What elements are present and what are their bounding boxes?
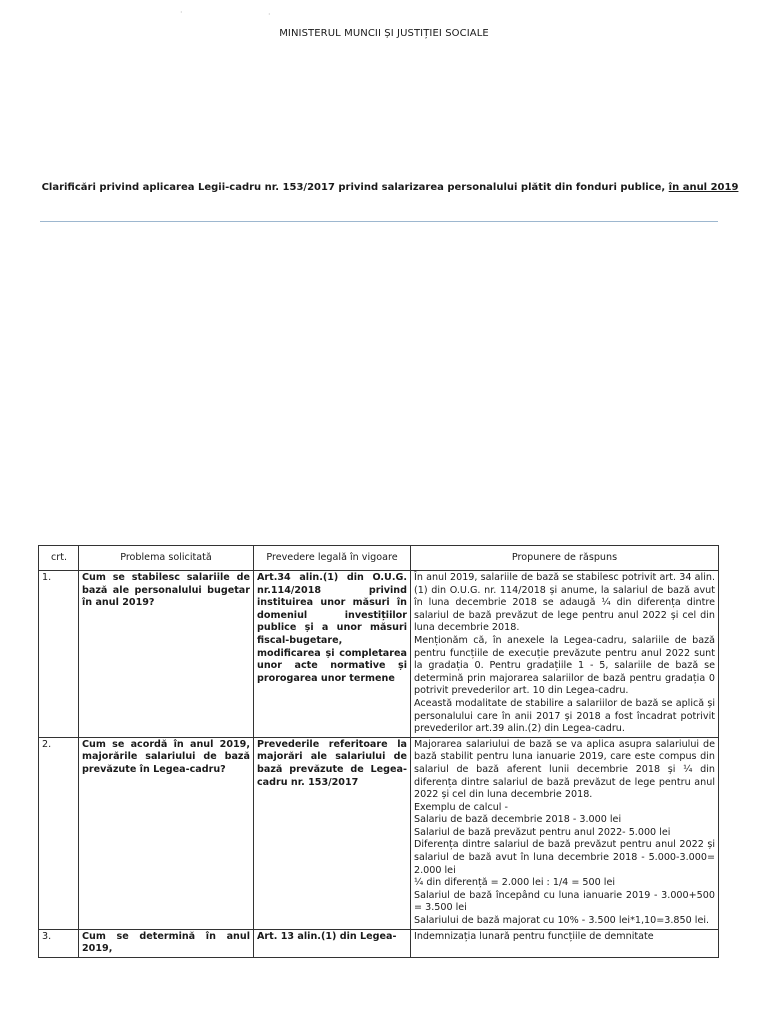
answer-paragraph: Menționăm că, în anexele la Legea-cadru, salariile de bază pentru funcțiile de execuție prevăzute pentru anul 2022 sunt la gradația 0. Pentru gradațiile 1 - 5, salariile de bază se determină prin majorarea salariilor de bază pentru gradația 0 potrivit prevederilor art. 10 din Legea-cadru. (414, 634, 715, 697)
row-number: 1. (39, 571, 79, 738)
header-answer: Propunere de răspuns (411, 546, 719, 571)
answer-line: Exemplu de calcul - (414, 801, 508, 813)
table-row (39, 737, 719, 929)
row-question: Cum se determină în anul 2019, (79, 929, 254, 957)
row-number: 3. (39, 929, 79, 957)
ministry-header: MINISTERUL MUNCII ȘI JUSTIȚIEI SOCIALE (279, 28, 489, 39)
answer-paragraph: Majorarea salariului de bază se va aplica asupra salariului de bază stabilit pentru luna ianuarie 2019, care este compus din salariul de bază aferent lunii decembrie 2018 și ¼ din diferența dintre salariul de bază prevăzut de lege pentru anul 2022 și cel din luna decembrie 2018. (414, 738, 715, 801)
row-question: Cum se acordă în anul 2019, majorările salariului de bază prevăzute în Legea-cadru? (79, 737, 254, 929)
answer-line: Salariul de bază prevăzut pentru anul 2022- 5.000 lei (414, 826, 671, 838)
clarifications-table (38, 545, 719, 958)
row-law: Prevederile referitoare la majorări ale salariului de bază prevăzute de Legea-cadru nr. 153/2017 (254, 737, 411, 929)
answer-paragraph: Această modalitate de stabilire a salariilor de bază se aplică și personalului care în anii 2017 și 2018 a fost încadrat potrivit prevederilor art.39 alin.(2) din Legea-cadru. (414, 697, 715, 735)
row-question: Cum se stabilesc salariile de bază ale personalului bugetar în anul 2019? (79, 571, 254, 738)
answer-line: Diferența dintre salariul de bază prevăzut pentru anul 2022 și salariul de bază avut în luna decembrie 2018 - 5.000-3.000= 2.000 lei (414, 839, 715, 876)
title-main: Clarificări privind aplicarea Legii-cadru nr. 153/2017 privind salarizarea personalului plătit din fonduri publice, (41, 182, 669, 193)
title-year: în anul 2019 (668, 182, 739, 193)
scan-speck: · (268, 10, 271, 19)
answer-line: Salariu de bază decembrie 2018 - 3.000 lei (414, 814, 622, 826)
header-law: Prevedere legală în vigoare (254, 546, 411, 571)
answer-line: Salariul de bază începând cu luna ianuarie 2019 - 3.000+500 = 3.500 lei (414, 889, 715, 914)
row-answer (411, 571, 719, 738)
header-nr: crt. (39, 546, 79, 571)
table-row (39, 571, 719, 738)
answer-line: Salariului de bază majorat cu 10% - 3.500 lei*1,10=3.850 lei. (414, 915, 710, 927)
scan-speck: · (180, 8, 183, 17)
row-answer (411, 737, 719, 929)
header-problem: Problema solicitată (79, 546, 254, 571)
row-number: 2. (39, 737, 79, 929)
row-answer (411, 929, 719, 957)
row-law: Art.34 alin.(1) din O.U.G. nr.114/2018 privind instituirea unor măsuri în domeniul investițiilor publice și a unor măsuri fiscal-bugetare, modificarea și completarea unor acte normative și prorogarea unor termene (254, 571, 411, 738)
answer-line: ¼ din diferență = 2.000 lei : 1/4 = 500 lei (414, 877, 616, 889)
table-header-row (39, 546, 719, 571)
document-title (40, 182, 740, 193)
row-law: Art. 13 alin.(1) din Legea- (254, 929, 411, 957)
answer-paragraph: Indemnizația lunară pentru funcțiile de demnitate (414, 930, 654, 942)
title-divider (40, 221, 718, 222)
table-row (39, 929, 719, 957)
answer-paragraph: În anul 2019, salariile de bază se stabilesc potrivit art. 34 alin.(1) din O.U.G. nr. 114/2018 și anume, la salariul de bază avut în luna decembrie 2018 se adaugă ¼ din diferența dintre salariul de bază prevăzut de lege pentru anul 2022 și cel din luna decembrie 2018. (414, 572, 715, 634)
